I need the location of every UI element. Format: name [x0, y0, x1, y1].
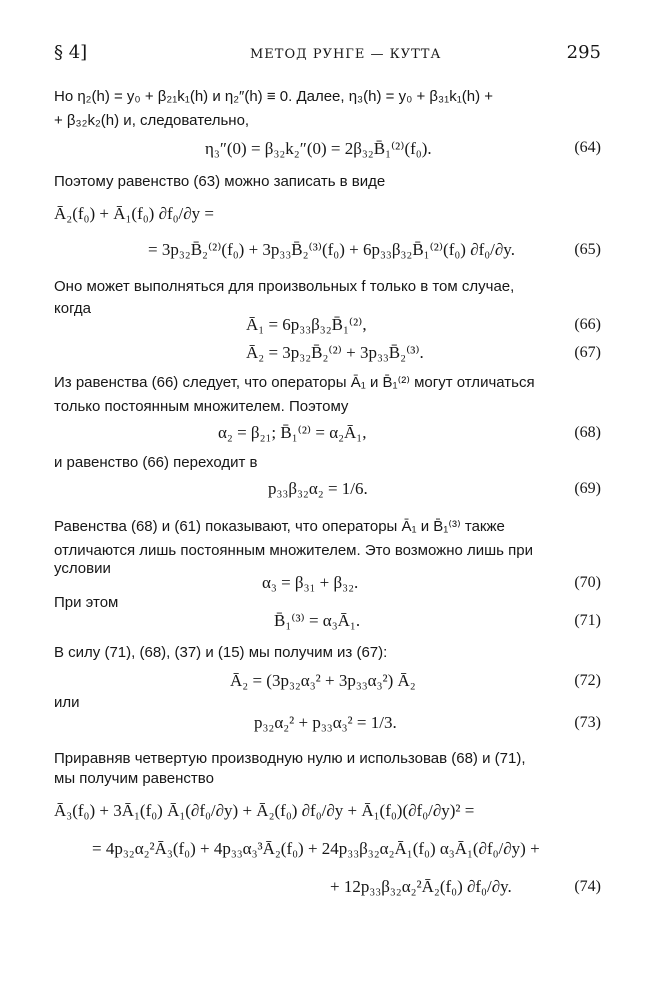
equation-number: (69) [574, 480, 601, 497]
paragraph-line: когда [54, 300, 91, 317]
page-number: 295 [566, 42, 601, 63]
equation-73: p₃₂α₂² + p₃₃α₃² = 1/3. [254, 713, 397, 732]
equation-74-line-2: = 4p₃₂α₂²Ā₃(f₀) + 4p₃₃α₃³Ā₂(f₀) + 24p₃₃β₃₂α₂Ā₁(f₀) α₃Ā₁(∂f₀/∂y) + [92, 839, 540, 858]
paragraph-line: или [54, 694, 80, 711]
equation-number: (67) [574, 344, 601, 361]
equation-number: (71) [574, 612, 601, 629]
paragraph-line: условии [54, 560, 111, 577]
paragraph-line: При этом [54, 594, 119, 611]
running-title: МЕТОД РУНГЕ — КУТТА [250, 47, 442, 62]
equation-74-line-3: + 12p₃₃β₃₂α₂²Ā₂(f₀) ∂f₀/∂y. [330, 877, 512, 896]
paragraph-line: В силу (71), (68), (37) и (15) мы получим из (67): [54, 644, 388, 661]
paragraph-line: Из равенства (66) следует, что операторы Ā₁ и B̄₁⁽²⁾ могут отличаться [54, 374, 535, 391]
section-marker: § 4] [54, 42, 88, 63]
equation-number: (72) [574, 672, 601, 689]
equation-74-line-1: Ā₃(f₀) + 3Ā₁(f₀) Ā₁(∂f₀/∂y) + Ā₂(f₀) ∂f₀/∂y + Ā₁(f₀)(∂f₀/∂y)² = [54, 801, 475, 820]
equation-70: α₃ = β₃₁ + β₃₂. [262, 573, 359, 592]
equation-65-line-2: = 3p₃₂B̄₂⁽²⁾(f₀) + 3p₃₃B̄₂⁽³⁾(f₀) + 6p₃₃β₃₂B̄₁⁽²⁾(f₀) ∂f₀/∂y. [148, 240, 515, 259]
equation-number: (65) [574, 241, 601, 258]
paragraph-line: + β₃₂k₂(h) и, следовательно, [54, 112, 250, 129]
paragraph-line: только постоянным множителем. Поэтому [54, 398, 349, 415]
paragraph-line: и равенство (66) переходит в [54, 454, 258, 471]
equation-69: p₃₃β₃₂α₂ = 1/6. [268, 479, 368, 498]
paragraph-line: Равенства (68) и (61) показывают, что операторы Ā₁ и B̄₁⁽³⁾ также [54, 518, 505, 535]
equation-65-line-1: Ā₂(f₀) + Ā₁(f₀) ∂f₀/∂y = [54, 204, 215, 223]
equation-number: (68) [574, 424, 601, 441]
paragraph-line: Поэтому равенство (63) можно записать в виде [54, 173, 386, 190]
paragraph-line: отличаются лишь постоянным множителем. Это возможно лишь при [54, 542, 533, 559]
paragraph-line: Приравняв четвертую производную нулю и использовав (68) и (71), [54, 750, 526, 767]
equation-71: B̄₁⁽³⁾ = α₃Ā₁. [274, 611, 361, 630]
equation-number: (64) [574, 139, 601, 156]
paragraph-line: мы получим равенство [54, 770, 214, 787]
equation-number: (73) [574, 714, 601, 731]
equation-number: (70) [574, 574, 601, 591]
equation-72: Ā₂ = (3p₃₂α₃² + 3p₃₃α₃²) Ā₂ [230, 671, 416, 690]
equation-64: η₃″(0) = β₃₂k₂″(0) = 2β₃₂B̄₁⁽²⁾(f₀). [205, 139, 432, 158]
paragraph-line: Но η₂(h) = y₀ + β₂₁k₁(h) и η₂″(h) ≡ 0. Далее, η₃(h) = y₀ + β₃₁k₁(h) + [54, 88, 494, 105]
equation-66: Ā₁ = 6p₃₃β₃₂B̄₁⁽²⁾, [246, 315, 367, 334]
equation-68: α₂ = β₂₁; B̄₁⁽²⁾ = α₂Ā₁, [218, 423, 367, 442]
equation-67: Ā₂ = 3p₃₂B̄₂⁽²⁾ + 3p₃₃B̄₂⁽³⁾. [246, 343, 424, 362]
equation-number: (66) [574, 316, 601, 333]
paragraph-line: Оно может выполняться для произвольных f только в том случае, [54, 278, 515, 295]
equation-number: (74) [574, 878, 601, 895]
